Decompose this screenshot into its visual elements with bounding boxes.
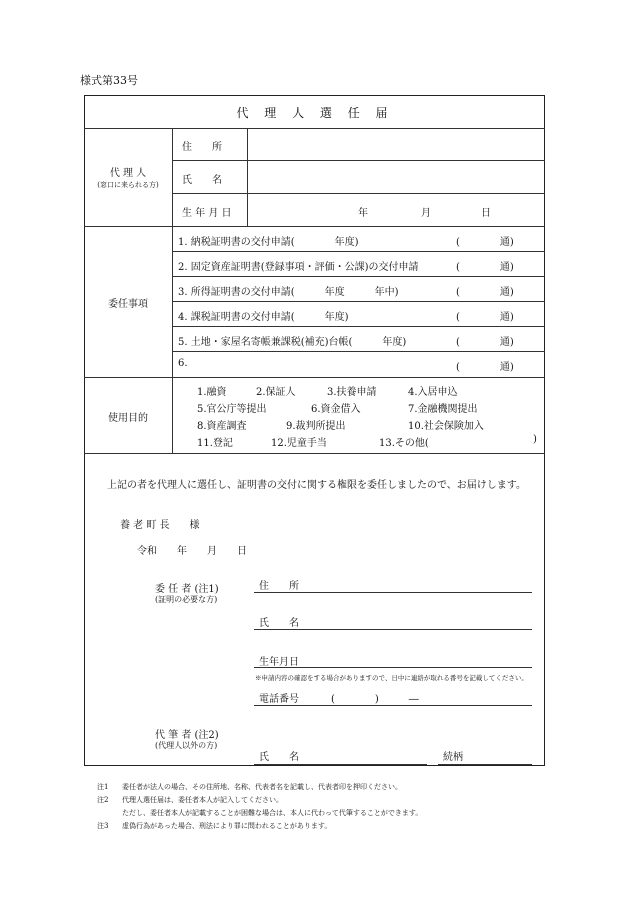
purpose-option[interactable]: 7.金融機関提出 — [408, 404, 478, 415]
principal-name-label: 氏 名 — [259, 618, 299, 629]
divider — [172, 301, 545, 302]
phone-note: ※申請内容の確認をする場合がありますので、日中に連絡が取れる番号を記載してください。 — [255, 674, 528, 682]
proxy-label: 代 筆 者 (注2) — [155, 730, 219, 741]
principal-name-line[interactable] — [254, 629, 532, 630]
proxy-sublabel: (代理人以外の方) — [155, 741, 218, 750]
divider — [172, 326, 545, 327]
delegation-count: ( 通) — [456, 362, 514, 373]
form-number: 様式第33号 — [80, 74, 138, 87]
agent-dob-day: 日 — [481, 208, 491, 219]
divider — [84, 226, 545, 227]
note-number: 注1 — [97, 783, 109, 791]
proxy-name-label: 氏 名 — [259, 752, 299, 763]
proxy-name-line[interactable] — [254, 764, 427, 765]
principal-address-label: 住 所 — [259, 581, 299, 592]
delegation-count: ( 通) — [456, 337, 514, 348]
purpose-option[interactable]: 10.社会保険加入 — [408, 421, 484, 432]
delegation-count: ( 通) — [456, 312, 514, 323]
note-text: 虚偽行為があった場合、刑法により罪に問われることがあります。 — [122, 822, 332, 830]
purpose-option[interactable]: 8.資産調査 — [197, 421, 247, 432]
purpose-option[interactable]: 3.扶養申請 — [327, 387, 377, 398]
principal-address-line[interactable] — [254, 592, 532, 593]
note-text: 代理人選任届は、委任者本人が記入してください。 — [122, 796, 283, 804]
divider — [172, 276, 545, 277]
agent-dob-field[interactable] — [248, 194, 544, 226]
divider — [172, 351, 545, 352]
note-text: 委任者が法人の場合、その住所地、名称、代表者名を記載し、代表者印を押印ください。 — [122, 783, 402, 791]
column-divider — [172, 128, 173, 453]
phone-line[interactable] — [254, 705, 532, 706]
declaration-statement: 上記の者を代理人に選任し、証明書の交付に関する権限を委任しましたので、お届けします。 — [107, 480, 526, 491]
purpose-option[interactable]: 1.融資 — [197, 387, 227, 398]
divider — [172, 251, 545, 252]
principal-dob-line[interactable] — [254, 667, 532, 668]
delegation-item: 3. 所得証明書の交付申請( 年度 年中) — [178, 287, 399, 298]
delegation-item: 1. 納税証明書の交付申請( 年度) — [178, 237, 359, 248]
agent-dob-label: 生 年 月 日 — [182, 208, 232, 219]
purpose-option[interactable]: 5.官公庁等提出 — [197, 404, 267, 415]
delegation-count: ( 通) — [456, 287, 514, 298]
addressee: 養 老 町 長 様 — [120, 520, 200, 531]
agent-dob-year: 年 — [358, 208, 368, 219]
delegation-item: 4. 課税証明書の交付申請( 年度) — [178, 312, 349, 323]
purpose-option[interactable]: 2.保証人 — [256, 387, 296, 398]
divider — [84, 377, 545, 378]
purpose-option[interactable]: 13.その他( — [379, 438, 429, 449]
agent-dob-month: 月 — [421, 208, 431, 219]
principal-dob-label: 生年月日 — [259, 657, 299, 668]
principal-label: 委 任 者 (注1) — [155, 584, 219, 595]
delegation-item: 5. 土地・家屋名寄帳兼課税(補充)台帳( 年度) — [178, 337, 407, 348]
divider — [84, 453, 545, 454]
agent-sublabel: (窓口に来られる方) — [97, 181, 159, 189]
relationship-line[interactable] — [438, 764, 532, 765]
purpose-label: 使用目的 — [108, 413, 148, 424]
purpose-other-close: ) — [533, 434, 537, 445]
purpose-option[interactable]: 12.児童手当 — [271, 438, 327, 449]
delegation-item: 2. 固定資産証明書(登録事項・評価・公課)の交付申請 — [178, 262, 419, 273]
form-title: 代 理 人 選 任 届 — [236, 106, 394, 120]
purpose-option[interactable]: 11.登記 — [197, 438, 233, 449]
agent-address-field[interactable] — [248, 129, 544, 160]
delegation-label: 委任事項 — [108, 299, 148, 310]
purpose-option[interactable]: 4.入居申込 — [408, 387, 458, 398]
delegation-count: ( 通) — [456, 237, 514, 248]
agent-name-field[interactable] — [248, 161, 544, 193]
phone-format: ( ) ― — [331, 694, 419, 705]
submission-date[interactable]: 令和 年 月 日 — [137, 546, 247, 557]
relationship-label: 続柄 — [443, 752, 463, 763]
phone-label: 電話番号 — [259, 694, 299, 705]
note-text: ただし、委任者本人が記載することが困難な場合は、本人に代わって代筆することができます。 — [122, 809, 423, 817]
note-number: 注2 — [97, 796, 109, 804]
delegation-item: 6. — [178, 358, 188, 369]
note-number: 注3 — [97, 822, 109, 830]
delegation-count: ( 通) — [456, 262, 514, 273]
agent-address-label: 住 所 — [182, 142, 222, 153]
principal-sublabel: (証明の必要な方) — [155, 595, 218, 604]
purpose-option[interactable]: 9.裁判所提出 — [286, 421, 346, 432]
purpose-option[interactable]: 6.資金借入 — [311, 404, 361, 415]
agent-label: 代 理 人 — [109, 168, 147, 179]
agent-name-label: 氏 名 — [182, 175, 222, 186]
